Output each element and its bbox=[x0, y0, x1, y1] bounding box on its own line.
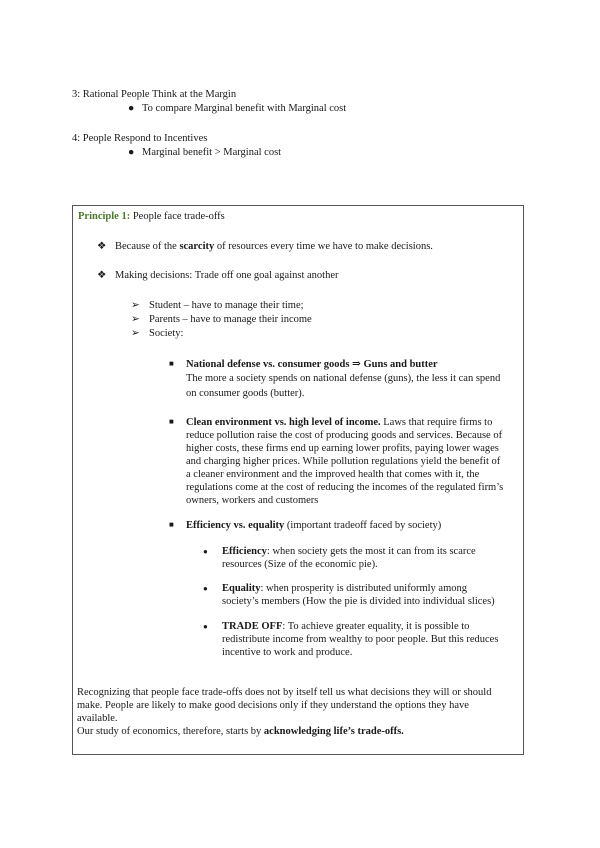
env-line: and charging higher prices. While pollution regulations yield the benefit of bbox=[186, 456, 501, 467]
closing-line: Our study of economics, therefore, starts by acknowledging life’s trade-offs. bbox=[77, 726, 404, 737]
bullet-dot-icon: ● bbox=[203, 622, 208, 631]
scarcity-item bbox=[97, 241, 433, 253]
principle-title: People face trade-offs bbox=[130, 211, 225, 222]
bullet-dot-icon: ● bbox=[203, 547, 208, 556]
item4-bullet-text: Marginal benefit > Marginal cost bbox=[142, 147, 282, 158]
scarcity-bold: scarcity bbox=[179, 241, 215, 252]
eff-heading: Efficiency vs. equality (important tradeoff faced by society) bbox=[186, 520, 442, 531]
env-line: higher costs, these firms end up earning lower profits, paying lower wages bbox=[186, 443, 499, 454]
env-line: owners, workers and customers bbox=[186, 495, 319, 506]
item3-title: 3: Rational People Think at the Margin bbox=[72, 89, 237, 100]
diamond-bullet-icon: ❖ bbox=[97, 270, 107, 281]
equality-line1: Equality: when prosperity is distributed uniformly among bbox=[222, 583, 467, 594]
defense-heading: National defense vs. consumer goods ⇒ Guns and butter bbox=[186, 359, 438, 370]
diamond-bullet-icon: ❖ bbox=[97, 241, 107, 252]
bullet-dot-icon: ● bbox=[128, 103, 135, 114]
bullet-dot-icon: ● bbox=[203, 584, 208, 593]
scarcity-post: of resources every time we have to make decisions. bbox=[214, 241, 433, 252]
summary-line: available. bbox=[77, 713, 118, 724]
tradeoff-line2: redistribute income from wealthy to poor people. But this reduces bbox=[222, 634, 499, 645]
square-bullet-icon: ■ bbox=[169, 417, 174, 426]
item4-bullet bbox=[128, 147, 281, 159]
tradeoff-line3: incentive to work and produce. bbox=[222, 647, 353, 658]
item3-bullet bbox=[128, 103, 346, 115]
arrow-bullet-icon: ➢ bbox=[131, 300, 140, 311]
defense-text-1: The more a society spends on national defense (guns), the less it can spend bbox=[186, 373, 501, 384]
scarcity-pre: Because of the bbox=[115, 241, 180, 252]
summary-line: Recognizing that people face trade-offs does not by itself tell us what decisions they will or should bbox=[77, 687, 492, 698]
sub-item-parents: ➢ Parents – have to manage their income bbox=[131, 314, 312, 325]
equality-line2: society’s members (How the pie is divided into individual slices) bbox=[222, 596, 495, 607]
principle-box bbox=[72, 205, 524, 755]
item4-title: 4: People Respond to Incentives bbox=[72, 133, 208, 144]
env-line: a cleaner environment and the improved health that comes with it, the bbox=[186, 469, 480, 480]
env-line: regulations come at the cost of reducing the incomes of the regulated firm’s bbox=[186, 482, 504, 493]
square-bullet-icon: ■ bbox=[169, 520, 174, 529]
decisions-item bbox=[97, 270, 338, 282]
defense-text-2: on consumer goods (butter). bbox=[186, 388, 305, 399]
bullet-dot-icon: ● bbox=[128, 147, 135, 158]
efficiency-line1: Efficiency: when society gets the most it can from its scarce bbox=[222, 546, 476, 557]
principle-heading bbox=[78, 211, 225, 223]
square-bullet-icon: ■ bbox=[169, 359, 174, 368]
tradeoff-line1: TRADE OFF: To achieve greater equality, it is possible to bbox=[222, 621, 470, 632]
item3-bullet-text: To compare Marginal benefit with Marginal cost bbox=[142, 103, 347, 114]
arrow-bullet-icon: ➢ bbox=[131, 328, 140, 339]
arrow-bullet-icon: ➢ bbox=[131, 314, 140, 325]
summary-line: make. People are likely to make good decisions only if they understand the options they have bbox=[77, 700, 469, 711]
sub-item-student: ➢ Student – have to manage their time; bbox=[131, 300, 304, 311]
env-heading: Clean environment vs. high level of income. Laws that require firms to bbox=[186, 417, 493, 428]
principle-label: Principle 1: bbox=[78, 211, 131, 222]
decisions-text: Making decisions: Trade off one goal against another bbox=[115, 270, 339, 281]
efficiency-line2: resources (Size of the economic pie). bbox=[222, 559, 378, 570]
env-line: reduce pollution raise the cost of producing goods and services. Because of bbox=[186, 430, 503, 441]
sub-item-society: ➢ Society: bbox=[131, 328, 184, 339]
